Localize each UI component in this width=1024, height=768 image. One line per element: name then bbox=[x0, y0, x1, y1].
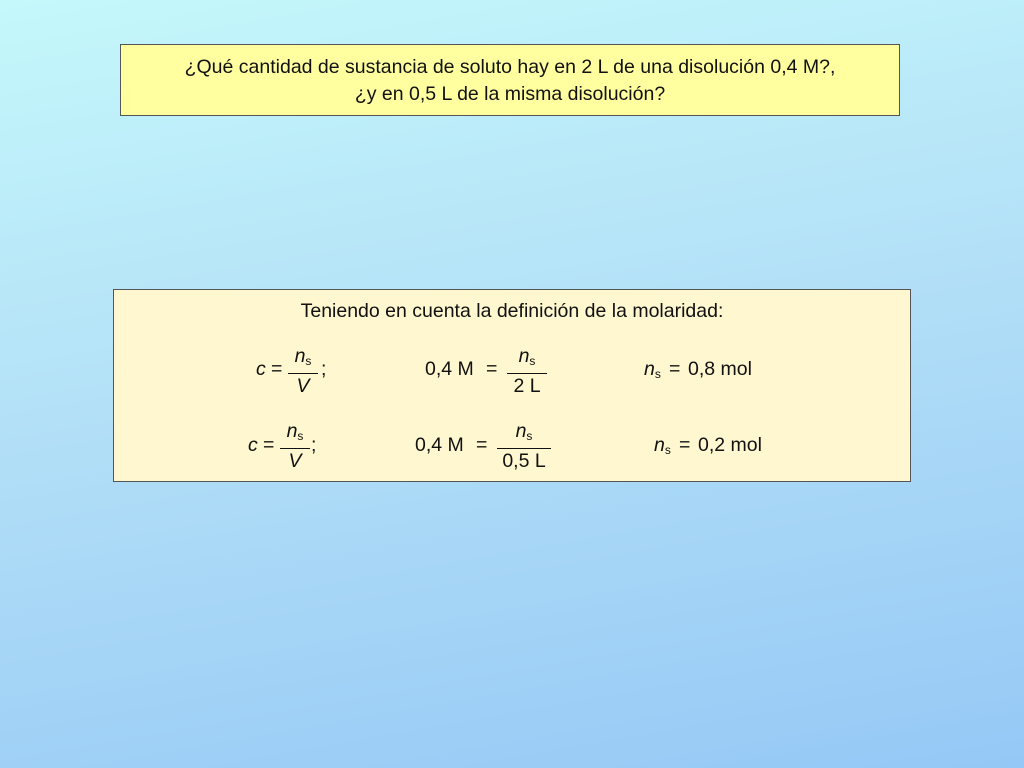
numerator-subscript: s bbox=[297, 429, 304, 443]
separator: ; bbox=[321, 358, 327, 380]
numerator-subscript: s bbox=[526, 429, 533, 443]
denominator-v: V bbox=[288, 450, 302, 472]
denominator-value: 2 L bbox=[513, 375, 541, 397]
molarity-symbol: c bbox=[248, 434, 258, 456]
question-line-2: ¿y en 0,5 L de la misma disolución? bbox=[354, 83, 666, 105]
result-value: 0,8 mol bbox=[688, 358, 752, 380]
solution-intro: Teniendo en cuenta la definición de la molaridad: bbox=[300, 300, 724, 322]
equals-sign: = bbox=[271, 358, 283, 380]
result-expression: $n_s$ bbox=[654, 434, 671, 457]
definition-fraction bbox=[288, 345, 318, 397]
result-expression: $n_s$ bbox=[644, 358, 661, 381]
numerator-subscript: s bbox=[305, 354, 312, 368]
numerator-n: n bbox=[518, 345, 530, 367]
equals-sign: = bbox=[263, 434, 275, 456]
numerator-subscript: s bbox=[529, 354, 536, 368]
denominator-value: 0,5 L bbox=[502, 450, 546, 472]
solution-box bbox=[113, 289, 911, 482]
equals-sign: = bbox=[476, 434, 488, 456]
fraction-bar bbox=[507, 373, 547, 374]
substitution-lhs: 0,4 M bbox=[425, 358, 474, 380]
equals-sign: = bbox=[486, 358, 498, 380]
substitution-fraction bbox=[497, 420, 551, 472]
equals-sign: = bbox=[669, 358, 681, 380]
numerator-n: n bbox=[515, 420, 527, 442]
question-line-1: ¿Qué cantidad de sustancia de soluto hay en 2 L de una disolución 0,4 M?, bbox=[184, 56, 836, 78]
question-box bbox=[120, 44, 900, 116]
fraction-bar bbox=[497, 448, 551, 449]
substitution-fraction bbox=[507, 345, 547, 397]
molarity-symbol: c bbox=[256, 358, 266, 380]
separator: ; bbox=[311, 434, 317, 456]
fraction-bar bbox=[288, 373, 318, 374]
definition-fraction bbox=[280, 420, 310, 472]
denominator-v: V bbox=[296, 375, 310, 397]
substitution-lhs: 0,4 M bbox=[415, 434, 464, 456]
numerator-n: n bbox=[286, 420, 298, 442]
fraction-bar bbox=[280, 448, 310, 449]
result-value: 0,2 mol bbox=[698, 434, 762, 456]
numerator-n: n bbox=[294, 345, 306, 367]
equals-sign: = bbox=[679, 434, 691, 456]
